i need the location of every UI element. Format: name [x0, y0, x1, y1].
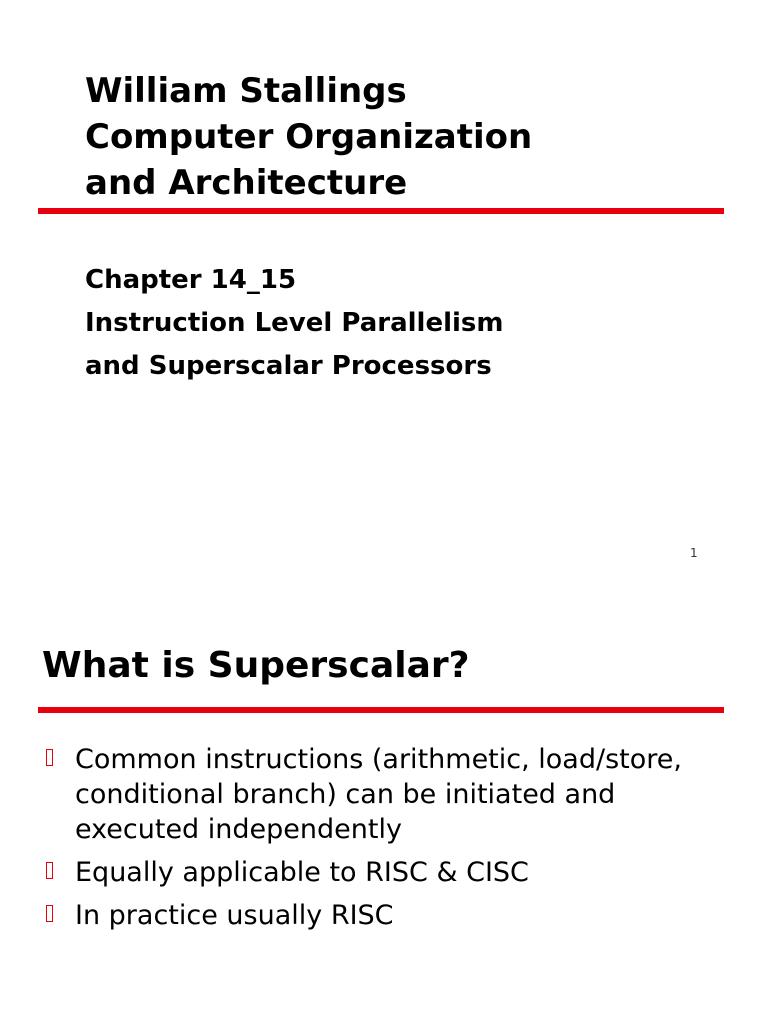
title-divider — [38, 707, 724, 713]
title-line-3: and Architecture — [85, 163, 408, 203]
subtitle-line-2: Instruction Level Parallelism — [85, 308, 504, 338]
hollow-square-bullet-icon — [46, 905, 53, 922]
bullet-list — [44, 742, 734, 941]
page-number: 1 — [690, 546, 698, 560]
hollow-square-bullet-icon — [46, 749, 53, 766]
bullet-item — [44, 742, 734, 847]
subtitle-line-3: and Superscalar Processors — [85, 351, 492, 381]
bullet-text: Equally applicable to RISC & CISC — [75, 857, 529, 888]
title-line-2: Computer Organization — [85, 117, 533, 157]
title-divider — [38, 208, 724, 214]
hollow-square-bullet-icon — [46, 862, 53, 879]
subtitle-line-1: Chapter 14_15 — [85, 265, 297, 295]
bullet-item — [44, 898, 734, 933]
bullet-item — [44, 855, 734, 890]
bullet-text: Common instructions (arithmetic, load/store, conditional branch) can be initiated and executed independently — [75, 744, 682, 845]
slide-title — [85, 68, 725, 206]
title-line-1: William Stallings — [85, 71, 407, 111]
slide-subtitle — [85, 259, 725, 388]
bullet-text: In practice usually RISC — [75, 900, 394, 931]
slide-2 — [0, 580, 768, 1024]
slide-title: What is Superscalar? — [42, 645, 470, 686]
